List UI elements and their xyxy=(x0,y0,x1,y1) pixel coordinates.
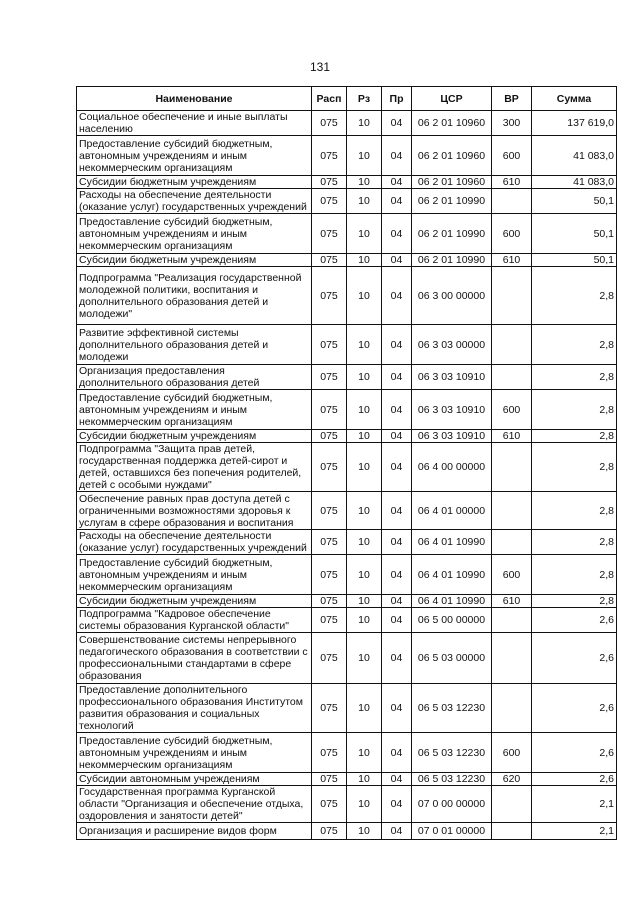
cell-rasp: 075 xyxy=(312,325,347,365)
cell-pr: 04 xyxy=(382,189,412,214)
cell-name: Организация предоставления дополнительного образования детей xyxy=(77,365,312,390)
table-row xyxy=(77,136,617,176)
cell-rasp: 075 xyxy=(312,365,347,390)
cell-csr: 06 2 01 10990 xyxy=(412,214,492,254)
table-row xyxy=(77,325,617,365)
cell-rasp: 075 xyxy=(312,773,347,786)
cell-pr: 04 xyxy=(382,325,412,365)
cell-vr xyxy=(492,684,532,733)
cell-name: Подпрограмма "Кадровое обеспечение системы образования Курганской области" xyxy=(77,608,312,633)
cell-csr: 06 5 03 12230 xyxy=(412,773,492,786)
cell-csr: 06 5 03 12230 xyxy=(412,733,492,773)
header-rasp: Расп xyxy=(312,87,347,111)
cell-sum: 2,8 xyxy=(532,492,617,530)
cell-name: Субсидии бюджетным учреждениям xyxy=(77,176,312,189)
cell-vr: 600 xyxy=(492,390,532,430)
cell-vr xyxy=(492,189,532,214)
cell-csr: 06 5 03 12230 xyxy=(412,684,492,733)
table-row xyxy=(77,390,617,430)
cell-name: Субсидии бюджетным учреждениям xyxy=(77,254,312,267)
header-row xyxy=(77,87,617,111)
cell-vr: 620 xyxy=(492,773,532,786)
cell-sum: 2,8 xyxy=(532,430,617,443)
cell-pr: 04 xyxy=(382,633,412,684)
header-sum: Сумма xyxy=(532,87,617,111)
cell-rz: 10 xyxy=(347,111,382,136)
cell-rz: 10 xyxy=(347,555,382,595)
cell-vr: 300 xyxy=(492,111,532,136)
cell-sum: 2,8 xyxy=(532,530,617,555)
cell-pr: 04 xyxy=(382,111,412,136)
cell-name: Подпрограмма "Реализация государственной молодежной политики, воспитания и дополнительного образования детей и молодежи" xyxy=(77,267,312,325)
cell-rasp: 075 xyxy=(312,555,347,595)
cell-rz: 10 xyxy=(347,176,382,189)
cell-sum: 2,8 xyxy=(532,555,617,595)
cell-csr: 07 0 01 00000 xyxy=(412,823,492,840)
cell-rasp: 075 xyxy=(312,189,347,214)
cell-sum: 2,8 xyxy=(532,595,617,608)
cell-name: Развитие эффективной системы дополнительного образования детей и молодежи xyxy=(77,325,312,365)
cell-pr: 04 xyxy=(382,530,412,555)
cell-pr: 04 xyxy=(382,555,412,595)
cell-csr: 06 2 01 10960 xyxy=(412,111,492,136)
table-row xyxy=(77,492,617,530)
header-name: Наименование xyxy=(77,87,312,111)
cell-vr: 610 xyxy=(492,176,532,189)
cell-vr xyxy=(492,633,532,684)
cell-csr: 06 3 03 10910 xyxy=(412,365,492,390)
cell-name: Предоставление субсидий бюджетным, автономным учреждениям и иным некоммерческим организациям xyxy=(77,136,312,176)
table-row xyxy=(77,176,617,189)
header-vr: ВР xyxy=(492,87,532,111)
table-row xyxy=(77,254,617,267)
cell-sum: 2,1 xyxy=(532,823,617,840)
cell-rasp: 075 xyxy=(312,267,347,325)
cell-vr xyxy=(492,443,532,492)
cell-rasp: 075 xyxy=(312,786,347,823)
cell-name: Обеспечение равных прав доступа детей с ограниченными возможностями здоровья к услугам в сфере образования и воспитания xyxy=(77,492,312,530)
cell-sum: 2,8 xyxy=(532,443,617,492)
cell-rz: 10 xyxy=(347,684,382,733)
cell-pr: 04 xyxy=(382,773,412,786)
table-row xyxy=(77,443,617,492)
table-row xyxy=(77,555,617,595)
cell-csr: 06 3 03 10910 xyxy=(412,390,492,430)
cell-sum: 2,8 xyxy=(532,267,617,325)
cell-sum: 2,8 xyxy=(532,325,617,365)
cell-rasp: 075 xyxy=(312,176,347,189)
cell-csr: 06 4 01 10990 xyxy=(412,530,492,555)
cell-name: Социальное обеспечение и иные выплаты населению xyxy=(77,111,312,136)
cell-csr: 06 3 03 10910 xyxy=(412,430,492,443)
cell-rz: 10 xyxy=(347,365,382,390)
cell-rasp: 075 xyxy=(312,443,347,492)
table-row xyxy=(77,633,617,684)
table-row xyxy=(77,608,617,633)
cell-rasp: 075 xyxy=(312,595,347,608)
cell-vr xyxy=(492,786,532,823)
cell-csr: 06 3 03 00000 xyxy=(412,325,492,365)
cell-csr: 06 2 01 10960 xyxy=(412,176,492,189)
cell-sum: 2,8 xyxy=(532,365,617,390)
cell-csr: 07 0 00 00000 xyxy=(412,786,492,823)
cell-pr: 04 xyxy=(382,595,412,608)
cell-rz: 10 xyxy=(347,430,382,443)
budget-table xyxy=(76,86,617,840)
cell-rasp: 075 xyxy=(312,111,347,136)
cell-name: Подпрограмма "Защита прав детей, государственная поддержка детей-сирот и детей, оставшихся без попечения родителей, детей с особыми нуждами" xyxy=(77,443,312,492)
cell-vr: 600 xyxy=(492,214,532,254)
cell-pr: 04 xyxy=(382,136,412,176)
cell-rasp: 075 xyxy=(312,608,347,633)
cell-csr: 06 4 00 00000 xyxy=(412,443,492,492)
cell-csr: 06 2 01 10990 xyxy=(412,254,492,267)
cell-sum: 41 083,0 xyxy=(532,176,617,189)
cell-rz: 10 xyxy=(347,189,382,214)
cell-rz: 10 xyxy=(347,136,382,176)
cell-rasp: 075 xyxy=(312,684,347,733)
cell-pr: 04 xyxy=(382,786,412,823)
cell-rz: 10 xyxy=(347,390,382,430)
cell-vr: 610 xyxy=(492,595,532,608)
header-csr: ЦСР xyxy=(412,87,492,111)
cell-name: Предоставление субсидий бюджетным, автономным учреждениям и иным некоммерческим организациям xyxy=(77,214,312,254)
table-body xyxy=(77,111,617,840)
cell-name: Предоставление субсидий бюджетным, автономным учреждениям и иным некоммерческим организациям xyxy=(77,390,312,430)
cell-pr: 04 xyxy=(382,733,412,773)
header-rz: Рз xyxy=(347,87,382,111)
cell-pr: 04 xyxy=(382,823,412,840)
cell-rz: 10 xyxy=(347,492,382,530)
cell-name: Расходы на обеспечение деятельности (оказание услуг) государственных учреждений xyxy=(77,189,312,214)
cell-vr: 600 xyxy=(492,136,532,176)
cell-rz: 10 xyxy=(347,267,382,325)
table-row xyxy=(77,786,617,823)
cell-name: Субсидии бюджетным учреждениям xyxy=(77,595,312,608)
cell-sum: 50,1 xyxy=(532,254,617,267)
cell-pr: 04 xyxy=(382,684,412,733)
cell-rasp: 075 xyxy=(312,633,347,684)
cell-rasp: 075 xyxy=(312,430,347,443)
cell-rz: 10 xyxy=(347,530,382,555)
cell-sum: 2,1 xyxy=(532,786,617,823)
cell-rasp: 075 xyxy=(312,136,347,176)
cell-pr: 04 xyxy=(382,430,412,443)
cell-sum: 137 619,0 xyxy=(532,111,617,136)
cell-pr: 04 xyxy=(382,267,412,325)
cell-rz: 10 xyxy=(347,325,382,365)
cell-name: Субсидии бюджетным учреждениям xyxy=(77,430,312,443)
table-row xyxy=(77,773,617,786)
cell-vr: 610 xyxy=(492,254,532,267)
table-row xyxy=(77,595,617,608)
cell-rasp: 075 xyxy=(312,254,347,267)
cell-vr xyxy=(492,365,532,390)
table-row xyxy=(77,267,617,325)
cell-pr: 04 xyxy=(382,214,412,254)
cell-rz: 10 xyxy=(347,786,382,823)
cell-csr: 06 4 01 10990 xyxy=(412,595,492,608)
table-row xyxy=(77,823,617,840)
table-row xyxy=(77,189,617,214)
cell-sum: 2,6 xyxy=(532,608,617,633)
cell-rasp: 075 xyxy=(312,214,347,254)
cell-pr: 04 xyxy=(382,390,412,430)
header-pr: Пр xyxy=(382,87,412,111)
table-row xyxy=(77,530,617,555)
table-row xyxy=(77,684,617,733)
cell-csr: 06 5 00 00000 xyxy=(412,608,492,633)
cell-rz: 10 xyxy=(347,773,382,786)
table-row xyxy=(77,214,617,254)
cell-csr: 06 4 01 00000 xyxy=(412,492,492,530)
cell-name: Предоставление субсидий бюджетным, автономным учреждениям и иным некоммерческим организациям xyxy=(77,555,312,595)
cell-vr xyxy=(492,492,532,530)
cell-sum: 41 083,0 xyxy=(532,136,617,176)
cell-csr: 06 2 01 10960 xyxy=(412,136,492,176)
cell-rasp: 075 xyxy=(312,823,347,840)
cell-sum: 2,6 xyxy=(532,773,617,786)
cell-vr xyxy=(492,530,532,555)
cell-vr xyxy=(492,267,532,325)
page-number: 131 xyxy=(309,60,331,74)
cell-csr: 06 2 01 10990 xyxy=(412,189,492,214)
cell-rz: 10 xyxy=(347,443,382,492)
cell-sum: 50,1 xyxy=(532,214,617,254)
cell-name: Расходы на обеспечение деятельности (оказание услуг) государственных учреждений xyxy=(77,530,312,555)
cell-rasp: 075 xyxy=(312,492,347,530)
cell-pr: 04 xyxy=(382,492,412,530)
cell-sum: 2,6 xyxy=(532,684,617,733)
table-row xyxy=(77,430,617,443)
cell-vr xyxy=(492,325,532,365)
cell-rz: 10 xyxy=(347,254,382,267)
cell-vr: 610 xyxy=(492,430,532,443)
cell-csr: 06 5 03 00000 xyxy=(412,633,492,684)
cell-name: Предоставление субсидий бюджетным, автономным учреждениям и иным некоммерческим организациям xyxy=(77,733,312,773)
cell-rz: 10 xyxy=(347,214,382,254)
cell-sum: 2,8 xyxy=(532,390,617,430)
cell-name: Предоставление дополнительного профессионального образования Институтом развития образования и социальных технологий xyxy=(77,684,312,733)
cell-sum: 2,6 xyxy=(532,733,617,773)
cell-rasp: 075 xyxy=(312,530,347,555)
cell-sum: 2,6 xyxy=(532,633,617,684)
cell-pr: 04 xyxy=(382,254,412,267)
cell-pr: 04 xyxy=(382,176,412,189)
cell-rz: 10 xyxy=(347,608,382,633)
cell-pr: 04 xyxy=(382,608,412,633)
table-row xyxy=(77,733,617,773)
cell-pr: 04 xyxy=(382,443,412,492)
cell-vr: 600 xyxy=(492,733,532,773)
cell-name: Государственная программа Курганской области "Организация и обеспечение отдыха, оздоровления и занятости детей" xyxy=(77,786,312,823)
table-row xyxy=(77,111,617,136)
cell-vr xyxy=(492,823,532,840)
cell-rz: 10 xyxy=(347,595,382,608)
cell-rz: 10 xyxy=(347,633,382,684)
cell-rz: 10 xyxy=(347,733,382,773)
cell-vr xyxy=(492,608,532,633)
cell-rz: 10 xyxy=(347,823,382,840)
cell-name: Совершенствование системы непрерывного педагогического образования в соответствии с профессиональными стандартами в сфере образования xyxy=(77,633,312,684)
table-row xyxy=(77,365,617,390)
cell-rasp: 075 xyxy=(312,390,347,430)
cell-sum: 50,1 xyxy=(532,189,617,214)
cell-name: Организация и расширение видов форм xyxy=(77,823,312,840)
cell-name: Субсидии автономным учреждениям xyxy=(77,773,312,786)
cell-csr: 06 3 00 00000 xyxy=(412,267,492,325)
cell-pr: 04 xyxy=(382,365,412,390)
cell-rasp: 075 xyxy=(312,733,347,773)
cell-vr: 600 xyxy=(492,555,532,595)
cell-csr: 06 4 01 10990 xyxy=(412,555,492,595)
